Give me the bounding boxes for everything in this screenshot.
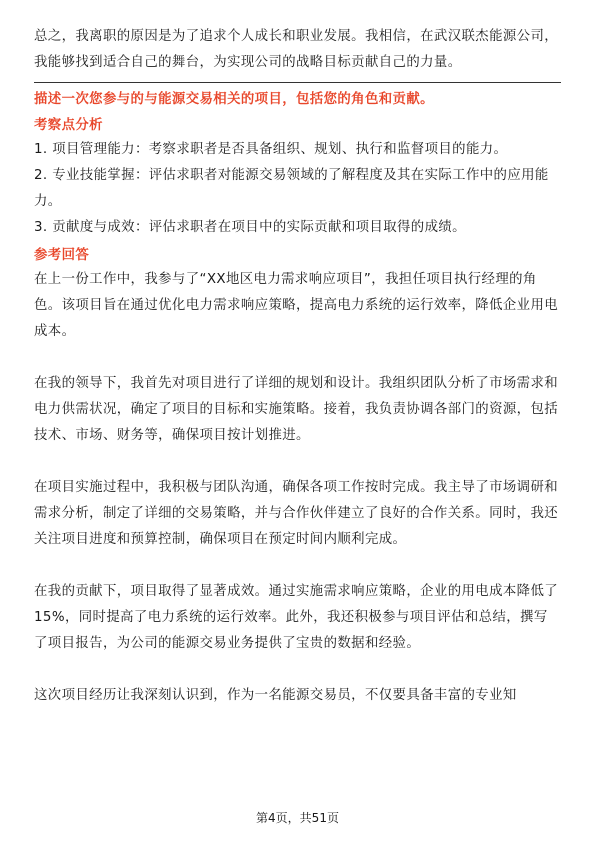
analysis-item: 1. 项目管理能力：考察求职者是否具备组织、规划、执行和监督项目的能力。: [34, 142, 508, 157]
answer-paragraph: 在我的领导下，我首先对项目进行了详细的规划和设计。我组织团队分析了市场需求和电力供需状况，确定了项目的目标和实施策略。接着，我负责协调各部门的资源，包括技术、市场、财务等，确保项目按计划推进。: [34, 376, 559, 443]
answer-paragraph: 在我的贡献下，项目取得了显著成效。通过实施需求响应策略，企业的用电成本降低了15%，同时提高了电力系统的运行效率。此外，我还积极参与项目评估和总结，撰写了项目报告，为公司的能源交易业务提供了宝贵的数据和经验。: [34, 584, 559, 651]
paragraph-gap: [34, 657, 561, 683]
document-page: [34, 24, 561, 709]
answer-paragraph: 在项目实施过程中，我积极与团队沟通，确保各项工作按时完成。我主导了市场调研和需求分析，制定了详细的交易策略，并与合作伙伴建立了良好的合作关系。同时，我还关注项目进度和预算控制，确保项目在预定时间内顺利完成。: [34, 480, 559, 547]
answer-paragraph: 这次项目经历让我深刻认识到，作为一名能源交易员，不仅要具备丰富的专业知: [34, 688, 517, 703]
paragraph-gap: [34, 449, 561, 475]
page-number: 第4页，共51页: [256, 811, 339, 825]
paragraph-gap: [34, 345, 561, 371]
analysis-heading: 考察点分析: [34, 118, 103, 133]
question-title: 描述一次您参与的与能源交易相关的项目，包括您的角色和贡献。: [34, 92, 434, 107]
section-divider: [34, 82, 561, 83]
answer-heading: 参考回答: [34, 248, 90, 263]
analysis-item: 3. 贡献度与成效：评估求职者在项目中的实际贡献和项目取得的成绩。: [34, 220, 466, 235]
answer-paragraph: 在上一份工作中，我参与了“XX地区电力需求响应项目”，我担任项目执行经理的角色。该项目旨在通过优化电力需求响应策略，提高电力系统的运行效率，降低企业用电成本。: [34, 272, 559, 339]
intro-paragraph: 总之，我离职的原因是为了追求个人成长和职业发展。我相信，在武汉联杰能源公司，我能够找到适合自己的舞台，为实现公司的战略目标贡献自己的力量。: [34, 29, 559, 70]
analysis-item: 2. 专业技能掌握：评估求职者对能源交易领域的了解程度及其在实际工作中的应用能力。: [34, 168, 549, 209]
paragraph-gap: [34, 553, 561, 579]
